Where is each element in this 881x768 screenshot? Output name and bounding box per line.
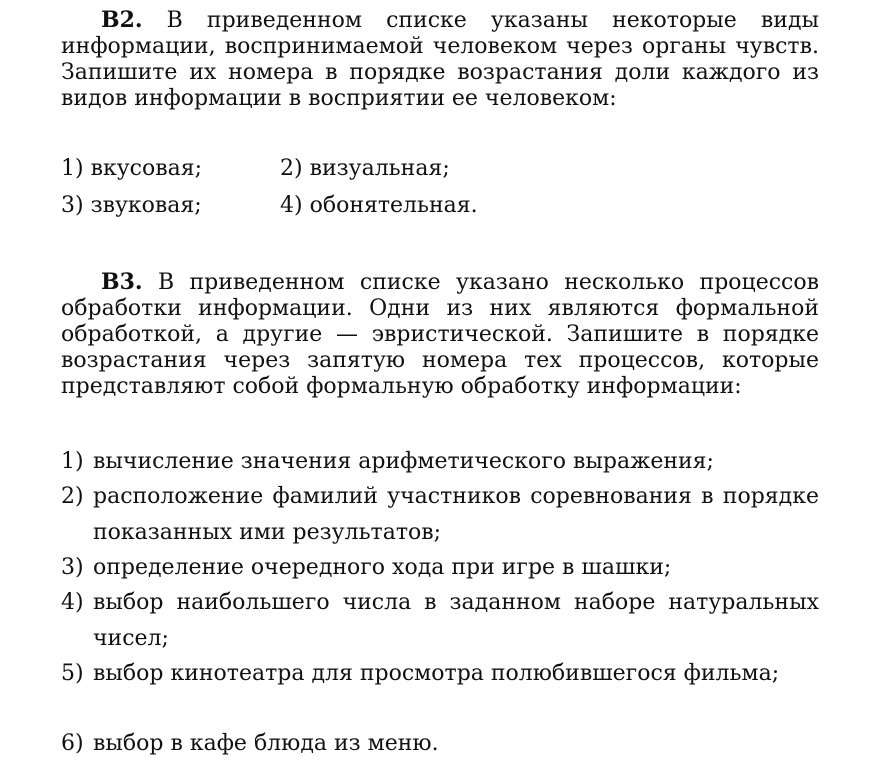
b2-options-row-1 — [61, 156, 821, 182]
b3-item-6 — [61, 726, 819, 762]
b3-item-2-number: 2) — [61, 484, 84, 509]
b2-option-4-number: 4) — [280, 193, 303, 218]
problem-b3-text: В приведенном списке указано несколько процессов обработки информации. Одни из них являются формальной обработкой, а другие — эвристической. Запишите в порядке возрастания через запятую номера тех процессов, которые представляют собой формальную обработку информации: — [61, 270, 819, 399]
b2-option-4 — [280, 193, 478, 219]
b3-item-5 — [61, 656, 819, 692]
b3-item-6-text: выбор в кафе блюда из меню. — [93, 731, 439, 756]
b2-option-3-number: 3) — [61, 193, 84, 218]
problem-b3-label: В3. — [101, 269, 143, 295]
b3-item-4-text: выбор наибольшего числа в заданном наборе натуральных чисел; — [93, 590, 819, 651]
b2-option-3-text: звуковая; — [90, 193, 202, 218]
b2-option-2-number: 2) — [280, 156, 303, 181]
b3-item-5-number: 5) — [61, 661, 84, 686]
b2-option-2 — [280, 156, 450, 182]
b2-option-2-text: визуальная; — [309, 156, 450, 181]
b3-item-3-text: определение очередного хода при игре в шашки; — [93, 555, 672, 580]
b2-option-1 — [61, 156, 202, 181]
b3-item-1 — [61, 444, 819, 480]
b3-item-3 — [61, 550, 819, 586]
problem-b2-label: В2. — [101, 7, 143, 33]
b2-option-4-text: обонятельная. — [309, 193, 478, 218]
b3-item-1-text: вычисление значения арифметического выражения; — [93, 449, 714, 474]
b3-item-5-text: выбор кинотеатра для просмотра полюбившегося фильма; — [93, 661, 780, 686]
b3-item-4-number: 4) — [61, 590, 84, 615]
b3-item-4 — [61, 585, 819, 657]
b2-option-1-number: 1) — [61, 156, 84, 181]
problem-b3 — [61, 269, 819, 400]
problem-b2 — [61, 7, 819, 112]
b3-item-6-number: 6) — [61, 731, 84, 756]
b3-item-1-number: 1) — [61, 449, 84, 474]
b3-item-2 — [61, 479, 819, 551]
b3-item-3-number: 3) — [61, 555, 84, 580]
b2-option-3 — [61, 193, 202, 218]
problem-b2-text: В приведенном списке указаны некоторые виды информации, воспринимаемой человеком через органы чувств. Запишите их номера в порядке возрастания доли каждого из видов информации в восприятии ее человеком: — [61, 8, 819, 111]
b3-item-2-text: расположение фамилий участников соревнования в порядке показанных ими результатов; — [93, 484, 819, 545]
b2-option-1-text: вкусовая; — [90, 156, 203, 181]
b2-options-row-2 — [61, 193, 821, 219]
